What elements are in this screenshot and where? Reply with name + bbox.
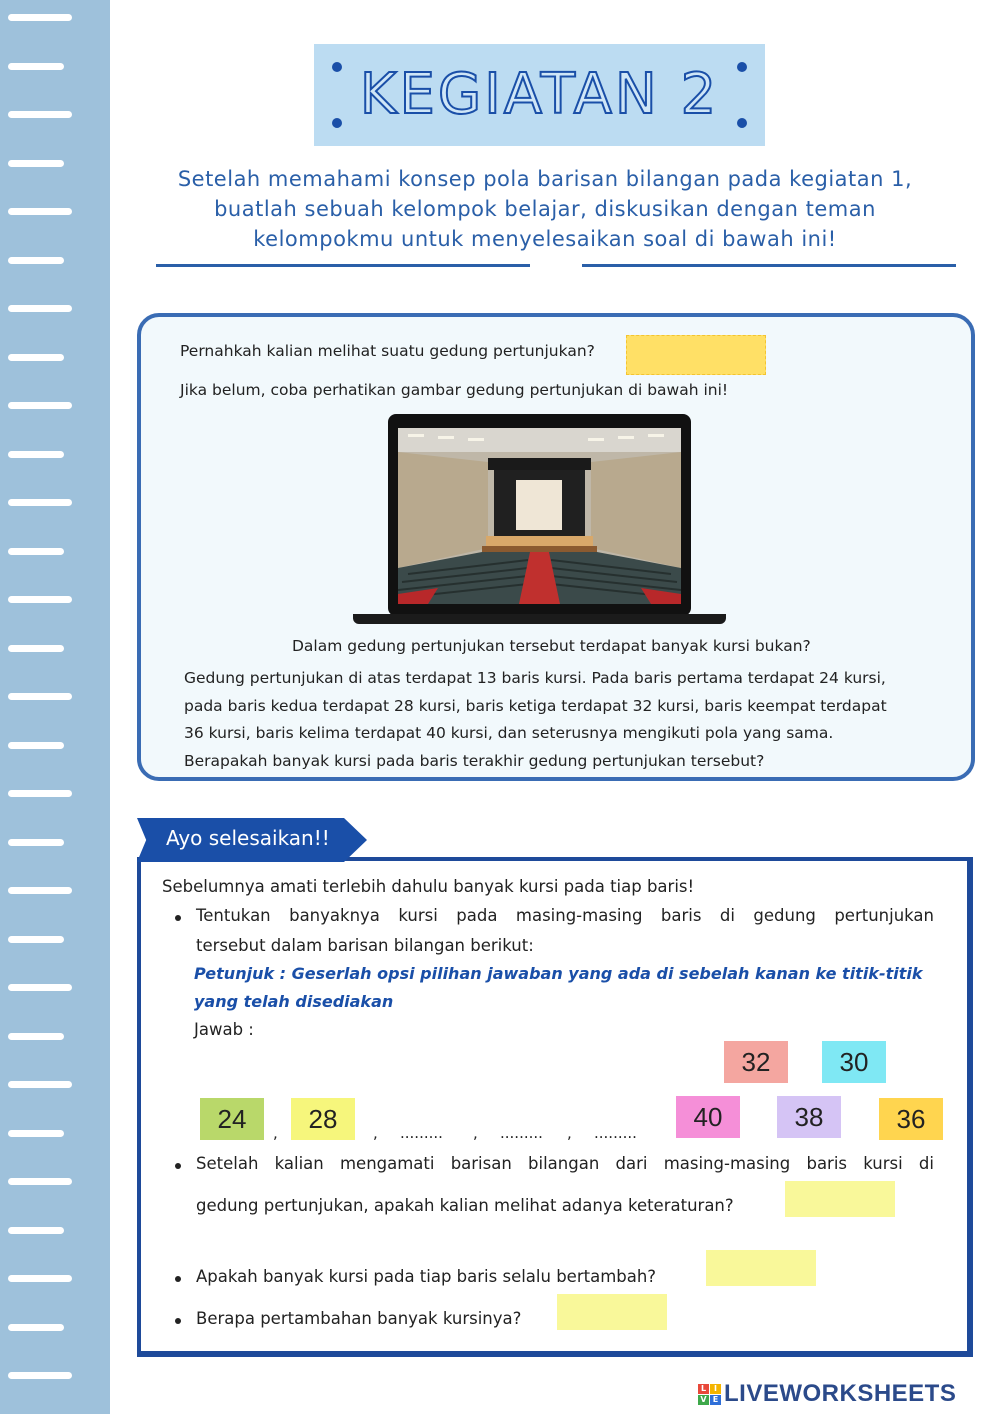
title-dot <box>737 118 747 128</box>
sidebar-tick <box>8 305 72 312</box>
option-chip-40[interactable]: 40 <box>676 1096 740 1138</box>
liveworksheets-logo <box>698 1380 990 1408</box>
option-chip-32[interactable]: 32 <box>724 1041 788 1083</box>
answer-label: Jawab : <box>194 1020 254 1039</box>
sidebar-tick <box>8 354 64 361</box>
decorative-sidebar <box>0 0 110 1414</box>
bullet2-line2: gedung pertunjukan, apakah kalian melihat adanya keteraturan? <box>196 1196 734 1215</box>
intro-line: Setelah memahami konsep pola barisan bilangan pada kegiatan 1, <box>177 167 913 191</box>
sidebar-tick <box>8 1227 64 1234</box>
sidebar-tick <box>8 839 64 846</box>
bullet <box>175 1276 181 1282</box>
option-chip-36[interactable]: 36 <box>879 1098 943 1140</box>
sidebar-tick <box>8 645 64 652</box>
bullet <box>175 1163 181 1169</box>
bullet1-line1: Tentukan banyaknya kursi pada masing-masing baris di gedung pertunjukan <box>196 906 934 925</box>
sidebar-tick <box>8 1324 64 1331</box>
bullet4-text: Berapa pertambahan banyak kursinya? <box>196 1309 522 1328</box>
hint-line1: Petunjuk : Geserlah opsi pilihan jawaban yang ada di sebelah kanan ke titik-titik <box>194 964 923 983</box>
drop-slot-term-3[interactable]: ......... <box>400 1124 443 1142</box>
title-banner <box>314 44 765 146</box>
problem-line: 36 kursi, baris kelima terdapat 40 kursi, dan seterusnya mengikuti pola yang sama. <box>184 724 834 742</box>
drop-slot-term-4[interactable]: ......... <box>500 1124 543 1142</box>
image-question: Dalam gedung pertunjukan tersebut terdapat banyak kursi bukan? <box>292 637 811 655</box>
logo-tile: L <box>698 1384 709 1394</box>
logo-tile: I <box>710 1384 721 1394</box>
exercise-banner-label: Ayo selesaikan!! <box>166 826 330 850</box>
sidebar-tick <box>8 1372 72 1379</box>
sidebar-tick <box>8 402 72 409</box>
sidebar-tick <box>8 984 72 991</box>
problem-text <box>184 665 954 775</box>
title-dot <box>332 62 342 72</box>
bullet3-text: Apakah banyak kursi pada tiap baris selalu bertambah? <box>196 1267 657 1286</box>
sidebar-tick <box>8 14 72 21</box>
laptop-base <box>353 614 726 624</box>
liveworksheets-logo-icon <box>698 1384 722 1406</box>
sidebar-tick <box>8 63 64 70</box>
sidebar-tick <box>8 499 72 506</box>
sequence-comma: , <box>273 1124 278 1142</box>
sidebar-tick <box>8 111 72 118</box>
drop-slot-term-5[interactable]: ......... <box>594 1124 637 1142</box>
bullet <box>175 1318 181 1324</box>
exercise-intro: Sebelumnya amati terlebih dahulu banyak kursi pada tiap baris! <box>162 877 695 896</box>
sidebar-tick <box>8 936 64 943</box>
sequence-comma: , <box>567 1124 572 1142</box>
sidebar-tick <box>8 887 72 894</box>
sidebar-tick <box>8 1130 64 1137</box>
bullet <box>175 915 181 921</box>
option-chip-30[interactable]: 30 <box>822 1041 886 1083</box>
title-dot <box>332 118 342 128</box>
instruction-text: Jika belum, coba perhatikan gambar gedung pertunjukan di bawah ini! <box>180 381 729 399</box>
answer-field-increment[interactable] <box>557 1294 667 1330</box>
answer-field-always-increase[interactable] <box>706 1250 816 1286</box>
sequence-term-1: 24 <box>200 1098 264 1140</box>
divider-right <box>582 264 956 267</box>
divider-left <box>156 264 530 267</box>
sequence-comma: , <box>373 1124 378 1142</box>
sidebar-tick <box>8 451 64 458</box>
logo-tile: E <box>710 1395 721 1405</box>
answer-field-seen-theater[interactable] <box>626 335 766 375</box>
sidebar-tick <box>8 1033 64 1040</box>
problem-line: pada baris kedua terdapat 28 kursi, baris ketiga terdapat 32 kursi, baris keempat terdapat <box>184 696 887 715</box>
sidebar-tick <box>8 790 72 797</box>
sidebar-tick <box>8 693 72 700</box>
hint-line2: yang telah disediakan <box>194 992 394 1011</box>
sequence-comma: , <box>473 1124 478 1142</box>
title-dot <box>737 62 747 72</box>
option-chip-38[interactable]: 38 <box>777 1096 841 1138</box>
sidebar-tick <box>8 742 64 749</box>
intro-line: kelompokmu untuk menyelesaikan soal di bawah ini! <box>253 227 837 251</box>
problem-line: Berapakah banyak kursi pada baris terakhir gedung pertunjukan tersebut? <box>184 751 765 770</box>
bullet1-line2: tersebut dalam barisan bilangan berikut: <box>196 936 534 955</box>
sequence-term-2: 28 <box>291 1098 355 1140</box>
logo-tile: V <box>698 1395 709 1405</box>
intro-text <box>150 164 940 254</box>
bullet2-line1: Setelah kalian mengamati barisan bilangan dari masing-masing baris kursi di <box>196 1154 934 1173</box>
sidebar-tick <box>8 208 72 215</box>
intro-line: buatlah sebuah kelompok belajar, diskusikan dengan teman <box>214 197 876 221</box>
sidebar-tick <box>8 257 64 264</box>
sidebar-tick <box>8 1081 72 1088</box>
auditorium-image <box>398 428 681 604</box>
question-seen-theater: Pernahkah kalian melihat suatu gedung pertunjukan? <box>180 342 595 360</box>
problem-line: Gedung pertunjukan di atas terdapat 13 baris kursi. Pada baris pertama terdapat 24 kursi, <box>184 669 886 687</box>
sidebar-tick <box>8 160 64 167</box>
page-title: KEGIATAN 2 <box>359 62 720 127</box>
sidebar-tick <box>8 1178 72 1185</box>
sidebar-tick <box>8 548 64 555</box>
sidebar-tick <box>8 1275 72 1282</box>
liveworksheets-brand: LIVEWORKSHEETS <box>724 1380 957 1407</box>
sidebar-tick <box>8 596 72 603</box>
answer-field-regularity[interactable] <box>785 1181 895 1217</box>
